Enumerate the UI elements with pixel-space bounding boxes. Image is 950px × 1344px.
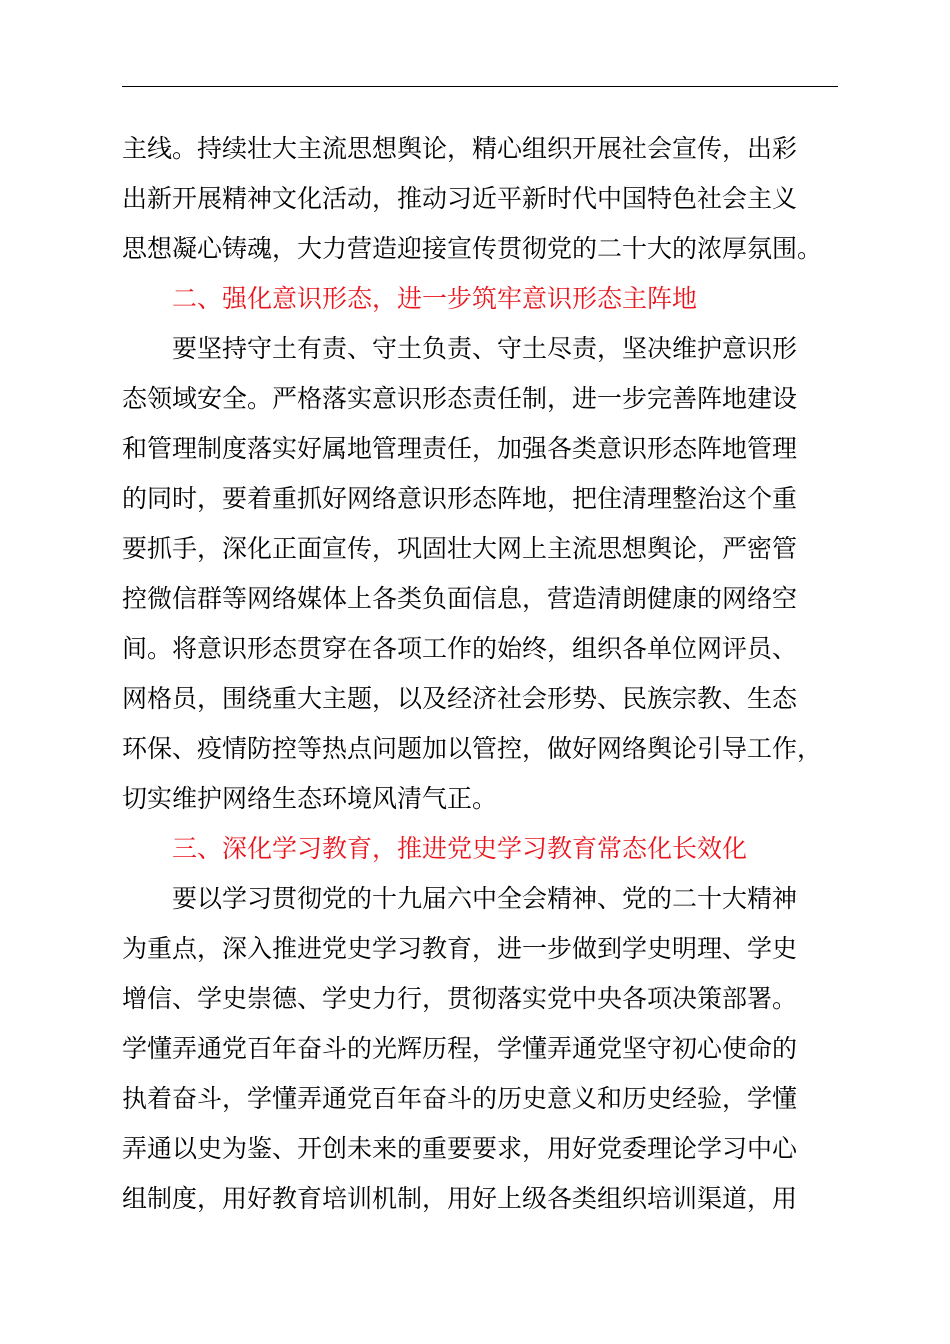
- header-rule: [122, 86, 838, 87]
- section-heading-2: 二、强化意识形态，进一步筑牢意识形态主阵地: [172, 284, 698, 313]
- text-line: 组制度，用好教育培训机制，用好上级各类组织培训渠道，用: [122, 1184, 798, 1213]
- text-line: 思想凝心铸魂，大力营造迎接宣传贯彻党的二十大的浓厚氛围。: [122, 234, 823, 263]
- text-line: 和管理制度落实好属地管理责任，加强各类意识形态阵地管理: [122, 434, 798, 463]
- text-line: 态领域安全。严格落实意识形态责任制，进一步完善阵地建设: [122, 384, 798, 413]
- section-heading-3: 三、深化学习教育，推进党史学习教育常态化长效化: [172, 834, 748, 863]
- text-line: 网格员，围绕重大主题，以及经济社会形势、民族宗教、生态: [122, 684, 798, 713]
- text-line: 要抓手，深化正面宣传，巩固壮大网上主流思想舆论，严密管: [122, 534, 798, 563]
- text-line: 要以学习贯彻党的十九届六中全会精神、党的二十大精神: [172, 884, 798, 913]
- text-line: 学懂弄通党百年奋斗的光辉历程，学懂弄通党坚守初心使命的: [122, 1034, 798, 1063]
- text-line: 要坚持守土有责、守土负责、守土尽责，坚决维护意识形: [172, 334, 798, 363]
- text-line: 执着奋斗，学懂弄通党百年奋斗的历史意义和历史经验，学懂: [122, 1084, 798, 1113]
- text-line: 切实维护网络生态环境风清气正。: [122, 784, 498, 813]
- text-line: 环保、疫情防控等热点问题加以管控，做好网络舆论引导工作，: [122, 734, 823, 763]
- document-body: [122, 124, 838, 1224]
- text-line: 出新开展精神文化活动，推动习近平新时代中国特色社会主义: [122, 184, 798, 213]
- paragraph-study: [122, 874, 838, 1224]
- text-line: 增信、学史崇德、学史力行，贯彻落实党中央各项决策部署。: [122, 984, 798, 1013]
- text-line: 间。将意识形态贯穿在各项工作的始终，组织各单位网评员、: [122, 634, 798, 663]
- paragraph-ideology: [122, 324, 838, 824]
- text-line: 弄通以史为鉴、开创未来的重要要求，用好党委理论学习中心: [122, 1134, 798, 1163]
- text-line: 为重点，深入推进党史学习教育，进一步做到学史明理、学史: [122, 934, 798, 963]
- text-line: 的同时，要着重抓好网络意识形态阵地，把住清理整治这个重: [122, 484, 798, 513]
- paragraph-intro: [122, 124, 838, 274]
- text-line: 控微信群等网络媒体上各类负面信息，营造清朗健康的网络空: [122, 584, 798, 613]
- text-line: 主线。持续壮大主流思想舆论，精心组织开展社会宣传，出彩: [122, 134, 798, 163]
